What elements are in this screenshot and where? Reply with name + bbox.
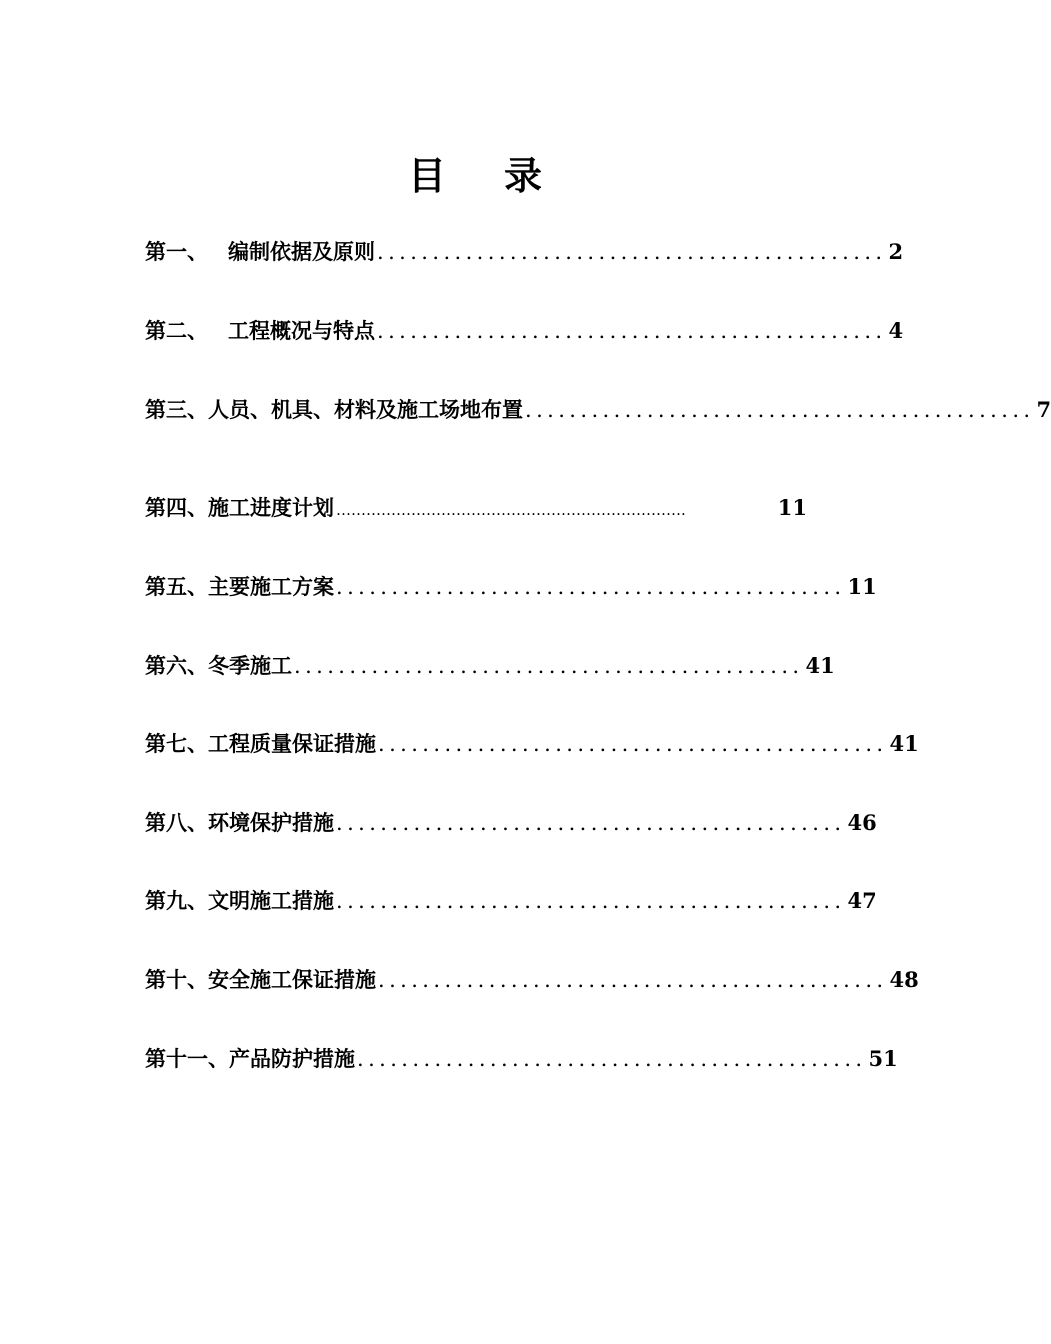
toc-entry[interactable] bbox=[145, 567, 877, 607]
toc-entry[interactable] bbox=[145, 881, 877, 921]
toc-entry-label: 第四、施工进度计划 bbox=[145, 495, 334, 520]
toc-title bbox=[0, 148, 950, 204]
toc-entry[interactable] bbox=[145, 311, 904, 351]
toc-page-number: 41 bbox=[805, 653, 835, 678]
toc-leader-dots: .............................................. bbox=[357, 1047, 867, 1071]
toc-leader-dots: .............................................. bbox=[378, 968, 888, 992]
toc-entry[interactable] bbox=[145, 960, 919, 1000]
toc-leader-dots: .............................................. bbox=[377, 319, 887, 343]
toc-page-number: 48 bbox=[889, 967, 919, 992]
toc-entry-label: 第九、文明施工措施 bbox=[145, 888, 334, 913]
toc-entry-label: 第一、 编制依据及原则 bbox=[145, 239, 375, 264]
toc-page-number: 47 bbox=[847, 888, 877, 913]
toc-entry[interactable] bbox=[145, 724, 919, 764]
toc-leader-dots: .............................................. bbox=[294, 654, 804, 678]
toc-entry[interactable] bbox=[145, 390, 1051, 430]
toc-entry[interactable] bbox=[145, 488, 807, 528]
toc-entry-label: 第五、主要施工方案 bbox=[145, 574, 334, 599]
toc-entry-label: 第七、工程质量保证措施 bbox=[145, 731, 376, 756]
toc-page-number: 51 bbox=[868, 1046, 898, 1071]
toc-entry[interactable] bbox=[145, 232, 904, 272]
toc-leader-dots: .............................................. bbox=[336, 811, 846, 835]
toc-entry-label: 第六、冬季施工 bbox=[145, 653, 292, 678]
toc-page-number: 46 bbox=[847, 810, 877, 835]
toc-entry-label: 第二、 工程概况与特点 bbox=[145, 318, 375, 343]
toc-page-number: 41 bbox=[889, 731, 919, 756]
toc-page-number: 11 bbox=[847, 574, 877, 599]
toc-entry[interactable] bbox=[145, 1039, 898, 1079]
toc-leader-dots: .............................................. bbox=[377, 240, 887, 264]
toc-leader-dots: .............................................. bbox=[336, 575, 846, 599]
toc-title-char-1: 目 bbox=[407, 153, 446, 198]
toc-entry-label: 第三、人员、机具、材料及施工场地布置 bbox=[145, 397, 523, 422]
toc-page-number: 2 bbox=[888, 239, 904, 264]
toc-entry[interactable] bbox=[145, 803, 877, 843]
toc-leader-dots: .............................................. bbox=[336, 889, 846, 913]
toc-leader-dots: .............................................. bbox=[378, 732, 888, 756]
toc-entry-label: 第十一、产品防护措施 bbox=[145, 1046, 355, 1071]
toc-entry[interactable] bbox=[145, 646, 835, 686]
toc-page-number: 7 bbox=[1036, 397, 1051, 422]
toc-title-char-2: 录 bbox=[504, 153, 543, 198]
toc-leader-dots: .............................................. bbox=[525, 398, 1035, 422]
toc-page-number: 4 bbox=[888, 318, 904, 343]
toc-entry-label: 第十、安全施工保证措施 bbox=[145, 967, 376, 992]
toc-leader-dots: ……………………………………………………………. bbox=[336, 501, 686, 519]
toc-page-number: 11 bbox=[777, 495, 807, 520]
toc-entry-label: 第八、环境保护措施 bbox=[145, 810, 334, 835]
